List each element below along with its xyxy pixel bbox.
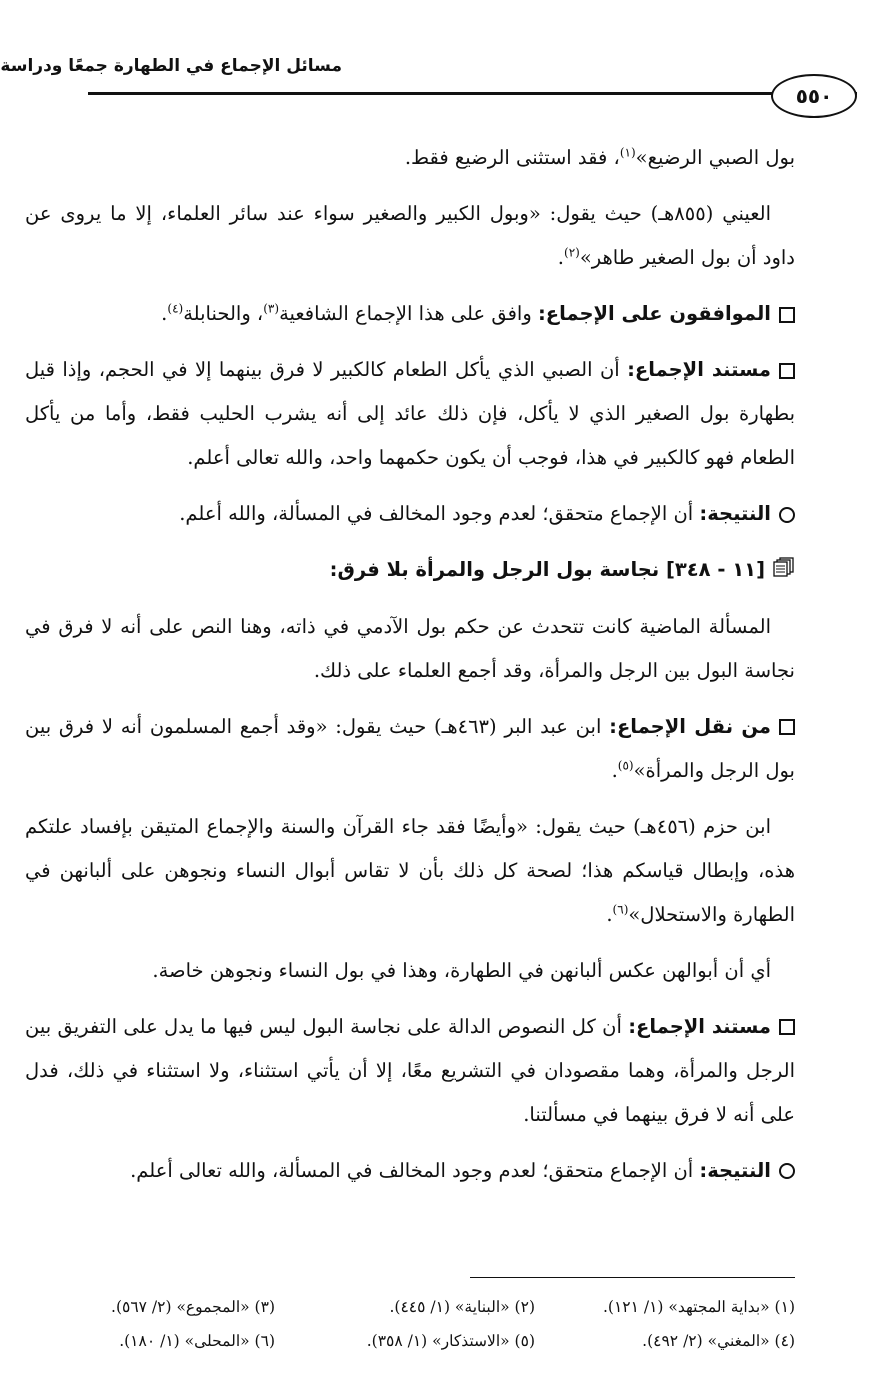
footnote-ref: (٦) (612, 902, 629, 916)
footnote-2: (٢) «البناية» (١/ ٤٤٥). (389, 1298, 535, 1316)
paragraph-text: أن الإجماع متحقق؛ لعدم وجود المخالف في المسألة، والله تعالى أعلم. (130, 1158, 700, 1182)
paragraph-basis-2 (25, 1005, 795, 1137)
paragraph-result-2 (25, 1149, 795, 1193)
footnote-ref: (٤) (167, 301, 184, 316)
paragraph-transmitters (25, 705, 795, 793)
section-label: مستند الإجماع: (627, 358, 771, 381)
footnotes (25, 1290, 795, 1358)
square-bullet-icon (779, 307, 795, 323)
paragraph-text: أي أن أبوالهن عكس ألبانهن في الطهارة، وهذا في بول النساء ونجوهن خاصة. (152, 958, 771, 982)
issue-heading (25, 548, 795, 593)
paragraph-text: أن الصبي الذي يأكل الطعام كالكبير لا فرق بينهما إلا في الحجم، وإذا قيل بطهارة بول الصغير الذي لا يأكل، فإن ذلك عائد إلى أنه يشرب الحليب فقط، وأما من يأكل الطعام فهو كالكبير في هذا، فوجب أن يكون حكمهما واحد، والله تعالى أعلم. (25, 358, 795, 469)
main-text (25, 136, 795, 1205)
footnote-row (25, 1290, 795, 1324)
footnote-3: (٣) «المجموع» (٢/ ٥٦٧). (111, 1298, 275, 1316)
paragraph-text: . (161, 302, 168, 325)
paragraph-agreeing (25, 292, 795, 336)
page-header (0, 40, 857, 110)
paragraph-text: العيني (٨٥٥هـ) حيث يقول: «وبول الكبير والصغير سواء عند سائر العلماء، إلا ما يروى عن داود أن بول الصغير طاهر» (25, 202, 795, 269)
footnote-separator (470, 1277, 795, 1278)
footnote-1: (١) «بداية المجتهد» (١/ ١٢١). (602, 1298, 795, 1316)
footnote-6: (٦) «المحلى» (١/ ١٨٠). (119, 1332, 275, 1350)
section-label: من نقل الإجماع: (609, 714, 771, 738)
paragraph-text: المسألة الماضية كانت تتحدث عن حكم بول الآدمي في ذاته، وهنا النص على أنه لا فرق في نجاسة البول بين الرجل والمرأة، وقد أجمع العلماء على ذلك. (25, 614, 795, 682)
footnote-ref: (٣) (263, 301, 280, 316)
paragraph-result-1 (25, 492, 795, 536)
paragraph-aini (25, 192, 795, 280)
section-label: الموافقون على الإجماع: (537, 302, 771, 325)
header-rule (88, 92, 857, 95)
page-number-badge: ٥٥٠ (771, 74, 857, 118)
circle-bullet-icon (779, 1163, 795, 1179)
paragraph-text: ابن عبد البر (٤٦٣هـ) حيث يقول: «وقد أجمع المسلمون أنه لا فرق بين بول الرجل والمرأة» (25, 714, 795, 782)
footnote-row (25, 1324, 795, 1358)
paragraph-continuation (25, 136, 795, 180)
paragraph-ibn-hazm (25, 805, 795, 937)
issue-title-text: [١١ - ٣٤٨] نجاسة بول الرجل والمرأة بلا فرق: (329, 558, 765, 581)
paragraph-basis-1 (25, 348, 795, 480)
paragraph-text: ، فقد استثنى الرضيع فقط. (404, 146, 620, 169)
paragraph-text: أن كل النصوص الدالة على نجاسة البول ليس فيها ما يدل على التفريق بين الرجل والمرأة، وهما مقصودان في التشريع معًا، إلا أن يأتي استثناء، ولا استثناء في ذلك، فدل على أنه لا فرق بينهما في مسألتنا. (25, 1014, 795, 1126)
footnote-ref: (٥) (617, 758, 634, 772)
section-label: مستند الإجماع: (628, 1014, 771, 1038)
circle-bullet-icon (779, 507, 795, 523)
footnote-ref: (١) (619, 145, 636, 160)
footnote-5: (٥) «الاستذكار» (١/ ٣٥٨). (366, 1332, 535, 1350)
paragraph-text: وافق على هذا الإجماع الشافعية (279, 302, 538, 325)
paragraph-text: . (557, 246, 564, 269)
document-stack-icon (773, 549, 795, 593)
square-bullet-icon (779, 719, 795, 735)
running-title: مسائل الإجماع في الطهارة جمعًا ودراسة (0, 56, 342, 76)
paragraph-text: . (611, 758, 618, 782)
paragraph-explanation (25, 949, 795, 993)
paragraph-text: بول الصبي الرضيع» (635, 146, 795, 169)
section-label: النتيجة: (699, 502, 771, 525)
square-bullet-icon (779, 363, 795, 379)
paragraph-text: ابن حزم (٤٥٦هـ) حيث يقول: «وأيضًا فقد جاء القرآن والسنة والإجماع المتيقن بإفساد علتكم هذه، وإبطال قياسكم هذا؛ لصحة كل ذلك بأن لا تقاس أبوال النساء ونجوهن على ألبانهن في الطهارة والاستحلال» (25, 814, 795, 926)
footnote-ref: (٢) (564, 245, 580, 260)
footnote-4: (٤) «المغني» (٢/ ٤٩٢). (642, 1332, 795, 1350)
section-label: النتيجة: (699, 1158, 771, 1182)
square-bullet-icon (779, 1019, 795, 1035)
paragraph-text: . (606, 902, 613, 926)
paragraph-intro (25, 605, 795, 693)
paragraph-text: ، والحنابلة (183, 302, 264, 325)
paragraph-text: أن الإجماع متحقق؛ لعدم وجود المخالف في المسألة، والله أعلم. (179, 502, 700, 525)
